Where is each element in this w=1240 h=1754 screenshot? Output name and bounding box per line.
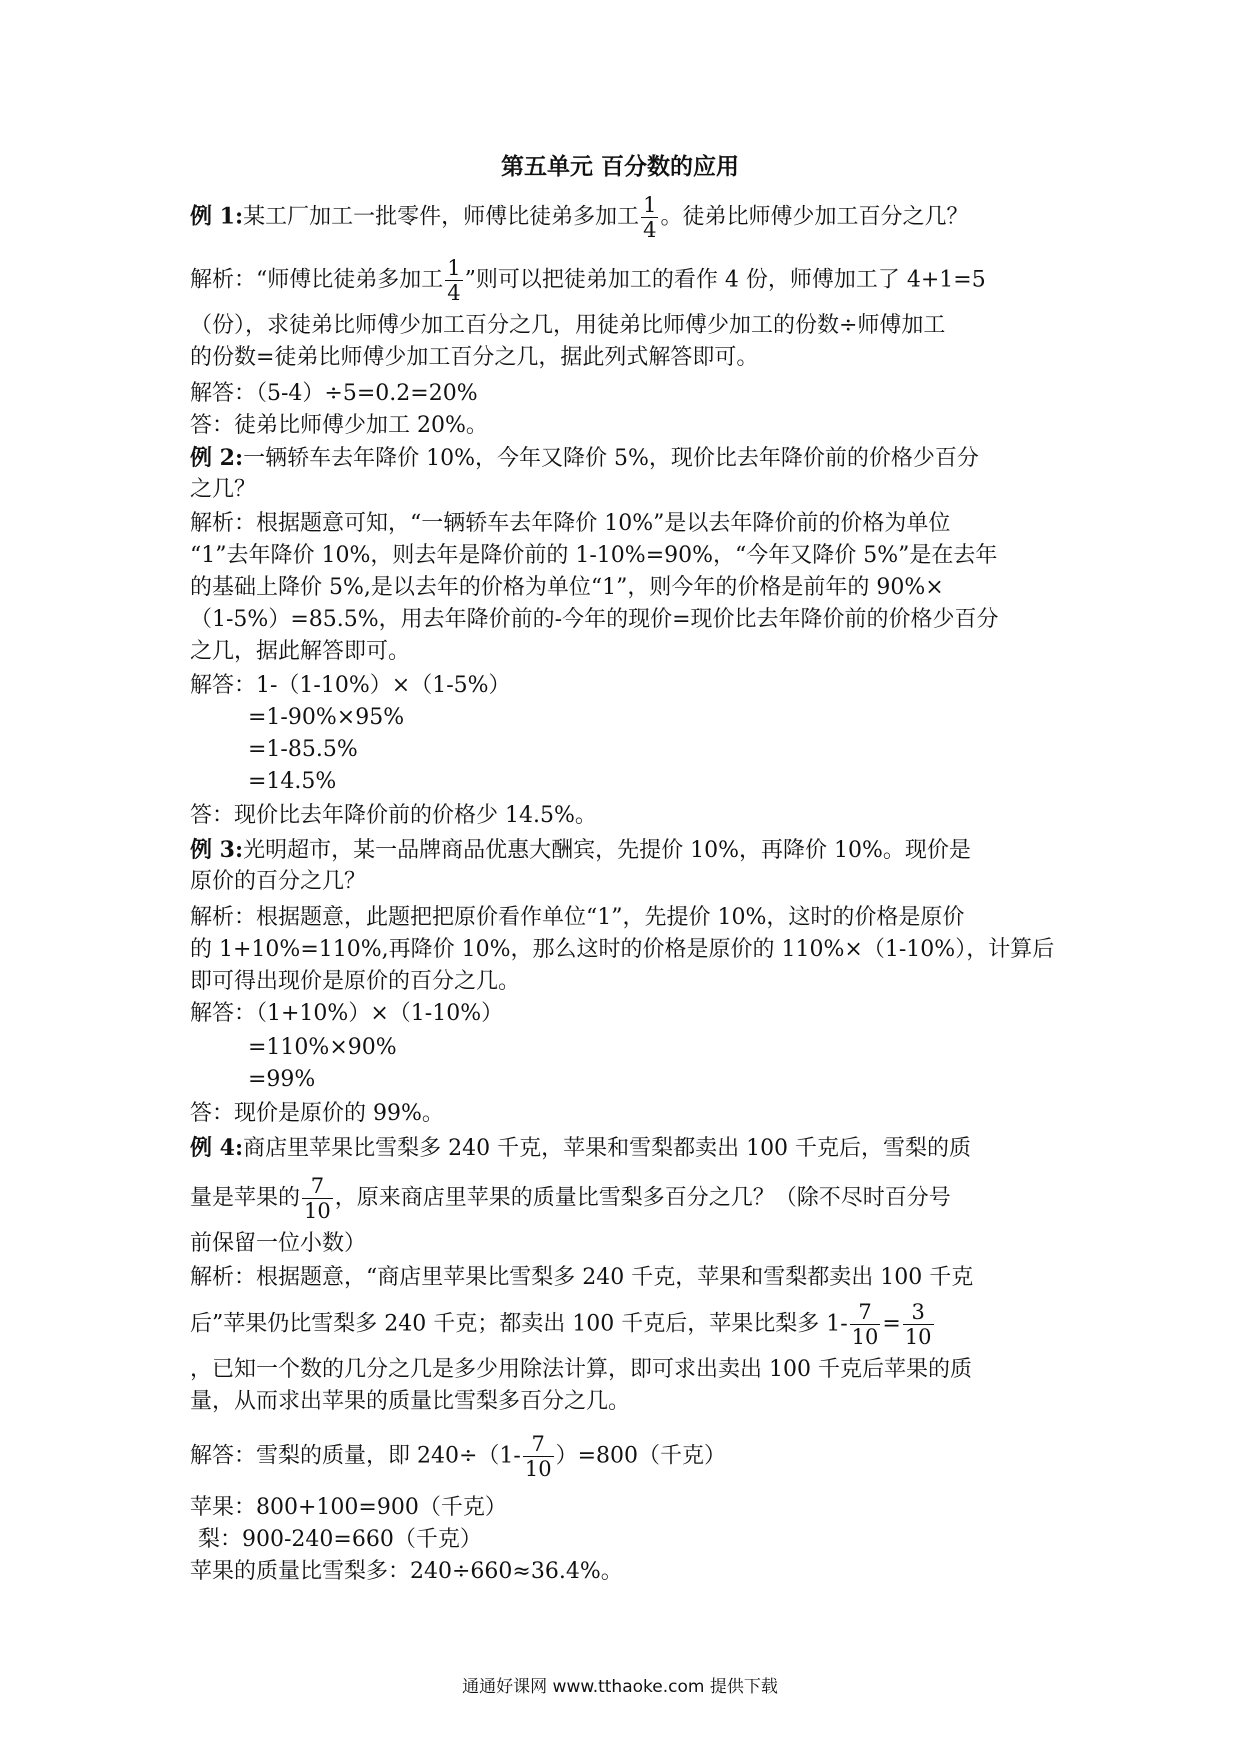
- ex4-question: 量是苹果的 $\frac{7}{10}$ ，原来商店里苹果的质量比雪梨多百分之几？（除不尽时百分号: [190, 1174, 951, 1223]
- ex1-label: 例 1:: [190, 203, 244, 230]
- ex3-solution-line: =99%: [248, 1067, 316, 1092]
- ex2-analysis-line: “1”去年降价 10%，则去年是降价前的 1-10%=90%，“今年又降价 5%”是在去年: [190, 543, 998, 568]
- ex3-analysis-line: 解析：根据题意，此题把把原价看作单位“1”，先提价 10%，这时的价格是原价: [190, 905, 965, 930]
- ex4-analysis-line: ，已知一个数的几分之几是多少用除法计算，即可求出卖出 100 千克后苹果的质: [190, 1357, 972, 1382]
- ex4-question: 例 4:商店里苹果比雪梨多 240 千克，苹果和雪梨都卖出 100 千克后，雪梨的质: [190, 1135, 972, 1161]
- ex4-question: 前保留一位小数）: [190, 1231, 367, 1256]
- ex4-solution-line: 苹果的质量比雪梨多：240÷660≈36.4%。: [190, 1559, 623, 1584]
- ex4-solution-line: 解答：雪梨的质量，即 240÷（1- $\frac{7}{10}$ ）=800（千克）: [190, 1432, 727, 1481]
- ex4-analysis-line: 解析：根据题意，“商店里苹果比雪梨多 240 千克，苹果和雪梨都卖出 100 千克: [190, 1265, 974, 1290]
- ex1-solution-line: 解答：（5-4）÷5=0.2=20%: [190, 381, 478, 406]
- ex2-answer: 答：现价比去年降价前的价格少 14.5%。: [190, 803, 597, 828]
- fraction: $\frac{3}{10}$: [904, 1300, 932, 1349]
- ex1-question: 例 1:某工厂加工一批零件，师傅比徒弟多加工 $\frac{1}{4}$ 。徒弟比师傅少加工百分之几？: [190, 193, 969, 242]
- ex1-analysis-line: （份），求徒弟比师傅少加工百分之几，用徒弟比师傅少加工的份数÷师傅加工: [190, 313, 946, 338]
- ex3-question: 例 3:光明超市，某一品牌商品优惠大酬宾，先提价 10%，再降价 10%。现价是: [190, 837, 971, 863]
- fraction: $\frac{1}{4}$: [447, 256, 461, 305]
- ex2-analysis-line: 解析：根据题意可知，“一辆轿车去年降价 10%”是以去年降价前的价格为单位: [190, 511, 951, 536]
- ex4-solution-line: 梨：900-240=660（千克）: [198, 1527, 482, 1552]
- footer-watermark: 通通好课网 www.tthaoke.com 提供下载: [462, 1677, 778, 1697]
- ex2-question: 例 2:一辆轿车去年降价 10%，今年又降价 5%，现价比去年降价前的价格少百分: [190, 445, 979, 471]
- fraction: $\frac{7}{10}$: [524, 1432, 552, 1481]
- ex2-question: 之几？: [190, 477, 257, 502]
- ex2-solution-line: =14.5%: [248, 769, 337, 794]
- ex4-solution-line: 苹果：800+100=900（千克）: [190, 1495, 507, 1520]
- ex2-analysis-line: （1-5%）=85.5%，用去年降价前的-今年的现价=现价比去年降价前的价格少百分: [190, 607, 999, 632]
- ex3-question: 原价的百分之几？: [190, 869, 367, 894]
- ex2-label: 例 2:: [190, 445, 244, 471]
- ex2-solution-line: 解答：1-（1-10%）×（1-5%）: [190, 673, 511, 698]
- ex2-analysis-line: 的基础上降价 5%,是以去年的价格为单位“1”，则今年的价格是前年的 90%×: [190, 575, 944, 600]
- fraction: $\frac{7}{10}$: [851, 1300, 879, 1349]
- ex4-analysis-line: 后”苹果仍比雪梨多 240 千克；都卖出 100 千克后，苹果比梨多 1- $\frac{7}{10}$ = $\frac{3}{10}$: [190, 1300, 932, 1349]
- ex4-analysis-line: 量，从而求出苹果的质量比雪梨多百分之几。: [190, 1389, 631, 1414]
- ex3-solution-line: =110%×90%: [248, 1035, 397, 1060]
- ex3-analysis-line: 即可得出现价是原价的百分之几。: [190, 969, 521, 994]
- ex1-answer: 答：徒弟比师傅少加工 20%。: [190, 413, 488, 438]
- fraction: $\frac{1}{4}$: [643, 193, 657, 242]
- ex3-label: 例 3:: [190, 837, 244, 863]
- ex2-solution-line: =1-90%×95%: [248, 705, 405, 730]
- ex4-label: 例 4:: [190, 1135, 244, 1161]
- ex3-answer: 答：现价是原价的 99%。: [190, 1101, 444, 1126]
- ex2-analysis-line: 之几，据此解答即可。: [190, 639, 411, 664]
- page-title: 第五单元 百分数的应用: [500, 153, 739, 180]
- ex3-analysis-line: 的 1+10%=110%,再降价 10%，那么这时的价格是原价的 110%×（1-10%），计算后: [190, 937, 1055, 962]
- ex3-solution-line: 解答：（1+10%）×（1-10%）: [190, 1001, 504, 1026]
- fraction: $\frac{7}{10}$: [304, 1174, 331, 1223]
- ex2-solution-line: =1-85.5%: [248, 737, 358, 762]
- ex1-analysis-line: 的份数=徒弟比师傅少加工百分之几，据此列式解答即可。: [190, 345, 759, 370]
- ex1-analysis-line: 解析：“师傅比徒弟多加工 $\frac{1}{4}$ ”则可以把徒弟加工的看作 4 份，师傅加工了 4+1=5: [190, 256, 986, 305]
